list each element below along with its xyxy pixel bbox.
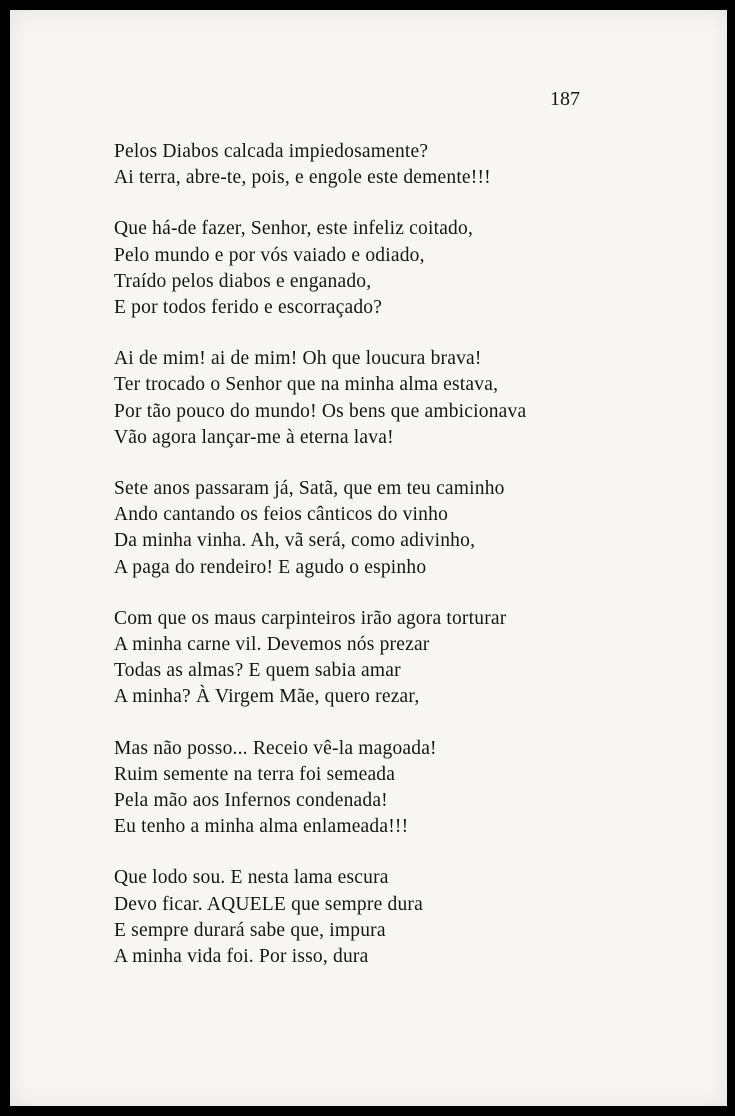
poem-line: Ando cantando os feios cânticos do vinho <box>114 504 449 526</box>
poem-line: Pelo mundo e por vós vaiado e odiado, <box>114 244 425 266</box>
poem-line: A minha vida foi. Por isso, dura <box>114 946 369 968</box>
poem-line: Vão agora lançar-me à eterna lava! <box>114 426 394 448</box>
poem-line: Pela mão aos Infernos condenada! <box>114 790 388 812</box>
stanza-7 <box>114 865 614 970</box>
poem-line: Todas as almas? E quem sabia amar <box>114 660 401 682</box>
stanza-2 <box>114 216 614 321</box>
book-page <box>10 10 727 1106</box>
poem-line: E sempre durará sabe que, impura <box>114 919 386 941</box>
stanza-3 <box>114 346 614 451</box>
stanza-1 <box>114 139 614 191</box>
poem-line: Por tão pouco do mundo! Os bens que ambicionava <box>114 400 527 422</box>
poem-line: Que lodo sou. E nesta lama escura <box>114 867 389 889</box>
poem-line: A paga do rendeiro! E agudo o espinho <box>114 556 427 578</box>
stanza-5 <box>114 606 614 711</box>
poem-line: Com que os maus carpinteiros irão agora torturar <box>114 607 507 629</box>
poem-line: Devo ficar. AQUELE que sempre dura <box>114 893 423 915</box>
stanza-4 <box>114 476 614 581</box>
stanza-6 <box>114 736 614 841</box>
poem-line: Ai terra, abre-te, pois, e engole este demente!!! <box>114 167 491 189</box>
poem-line: A minha carne vil. Devemos nós prezar <box>114 634 430 656</box>
poem-line: Ai de mim! ai de mim! Oh que loucura brava! <box>114 348 482 370</box>
poem-line: Da minha vinha. Ah, vã será, como adivinho, <box>114 530 476 552</box>
poem-line: A minha? À Virgem Mãe, quero rezar, <box>114 686 420 708</box>
poem-line: E por todos ferido e escorraçado? <box>114 297 383 319</box>
poem-line: Pelos Diabos calcada impiedosamente? <box>114 141 429 162</box>
poem-line: Mas não posso... Receio vê-la magoada! <box>114 737 437 759</box>
poem-line: Eu tenho a minha alma enlameada!!! <box>114 816 409 838</box>
page-number: 187 <box>550 88 580 110</box>
poem-line: Ruim semente na terra foi semeada <box>114 763 396 785</box>
poem-line: Sete anos passaram já, Satã, que em teu caminho <box>114 478 505 500</box>
poem-text <box>114 139 614 995</box>
poem-line: Que há-de fazer, Senhor, este infeliz coitado, <box>114 218 474 240</box>
poem-line: Ter trocado o Senhor que na minha alma estava, <box>114 374 499 396</box>
poem-line: Traído pelos diabos e enganado, <box>114 270 372 292</box>
